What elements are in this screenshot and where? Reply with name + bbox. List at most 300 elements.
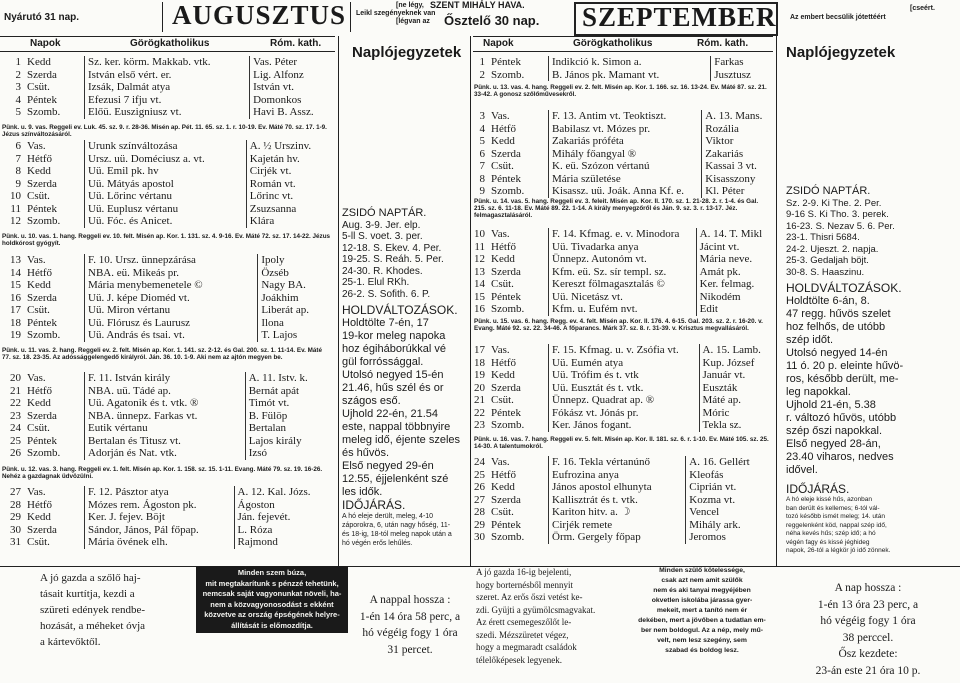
- day-name: Szerda: [488, 494, 549, 507]
- header-napok: Napok: [30, 38, 61, 49]
- day-name: Péntek: [488, 519, 549, 532]
- day-name: Hétfő: [24, 153, 85, 166]
- day-number: 14: [10, 266, 21, 279]
- roman-catholic-feast: Domonkos: [253, 93, 302, 106]
- greek-catholic-feast: Eutik vértanu: [85, 422, 246, 435]
- header-gk: Görögkatholikus: [573, 38, 653, 49]
- roman-catholic-feast: István vt.: [253, 81, 295, 93]
- roman-catholic-feast: Kisasszony: [705, 172, 756, 185]
- day-row: [464, 382, 772, 395]
- day-number: 22: [474, 406, 485, 419]
- day-number: 30: [474, 531, 485, 543]
- day-row: [0, 178, 335, 191]
- greek-catholic-feast: Sándor, János, Pál főpap.: [85, 524, 235, 537]
- day-name: Csüt.: [24, 422, 85, 435]
- moon-line: és hűvös.: [342, 447, 390, 459]
- day-number: 11: [474, 240, 485, 253]
- roman-catholic-feast: Ján. fejevét.: [237, 511, 291, 523]
- day-number: 5: [15, 106, 21, 118]
- day-number: 9: [479, 185, 485, 197]
- roman-catholic-feast: B. Fülöp: [248, 409, 288, 422]
- greek-catholic-feast: Ker. J. fejev. Böjt: [85, 511, 235, 524]
- greek-catholic-feast: Sz. ker. körm. Makkab. vtk.: [85, 56, 250, 69]
- day-number: 13: [474, 265, 485, 278]
- day-row: [464, 253, 772, 266]
- day-row: [0, 304, 335, 317]
- day-row: [0, 536, 335, 549]
- moon-line: 47 regg. hűvös szelet: [786, 308, 891, 320]
- day-number: 10: [10, 190, 21, 202]
- left-jewish-calendar: [342, 208, 444, 300]
- nota-line: csak azt nem amit szülők: [661, 577, 743, 584]
- calendar-line: 19-25. S. Reáh. 5. Per.: [342, 254, 444, 265]
- moon-line: les idők.: [342, 486, 383, 498]
- day-name: Kedd: [24, 165, 85, 178]
- day-name: Szerda: [488, 266, 549, 279]
- greek-catholic-feast: Uü. Miron vértanu: [85, 304, 258, 317]
- motto-line: Az embert becsülik jótettéért: [790, 14, 886, 21]
- day-number: 8: [479, 172, 485, 185]
- nota-line: Minden szülő kötelessége,: [659, 567, 745, 574]
- day-row: [464, 407, 772, 420]
- day-row: [0, 292, 335, 305]
- moon-line: Holdtölte 7-én, 17: [342, 317, 429, 329]
- roman-catholic-feast: Január vt.: [702, 369, 746, 381]
- greek-catholic-feast: Kallisztrát és t. vtk.: [549, 494, 686, 507]
- right-week-4: [464, 344, 772, 432]
- left-weather: [342, 498, 452, 548]
- nota-line: nem a közvagyonosodást s ekként: [210, 599, 334, 609]
- day-name: Vas.: [24, 254, 85, 267]
- roman-catholic-feast: Viktor: [705, 135, 734, 147]
- roman-catholic-feast: Havi B. Assz.: [253, 106, 314, 118]
- day-number: 24: [10, 422, 21, 434]
- day-row: [0, 94, 335, 107]
- greek-catholic-feast: Uü. Eumén atya: [549, 357, 700, 370]
- calendar-line: Aug. 3-9. Jer. elp.: [342, 219, 421, 231]
- greek-catholic-feast: F. 12. Pásztor atya: [85, 486, 235, 499]
- day-row: [0, 486, 335, 499]
- greek-catholic-feast: NBA. eü. Mikeás pr.: [85, 267, 258, 280]
- day-number: 4: [479, 122, 485, 135]
- day-row: [0, 69, 335, 82]
- daylength-line: 23-án este 21 óra 10 p.: [815, 664, 921, 677]
- nota-line: mekeit, mert a tanító nem ér: [656, 607, 748, 614]
- day-row: [464, 185, 772, 198]
- daylength-line: 1-én 14 óra 58 perc, a: [359, 610, 461, 623]
- day-row: [464, 494, 772, 507]
- weather-line: végén fagy és kissé jéghideg: [786, 538, 870, 546]
- day-number: 1: [15, 56, 21, 68]
- calendar-line: 24-2. Ujeszt. 2. napja.: [786, 243, 879, 255]
- nota-line: dekében, mert a jövőben a tudatlan em-: [638, 617, 766, 624]
- day-name: Csüt.: [488, 160, 549, 173]
- day-row: [0, 372, 335, 385]
- moon-line: 21.46, hűs szél és or: [342, 382, 444, 394]
- note-line: szeret. Az erős őszi vetést ke-: [476, 592, 583, 602]
- greek-catholic-feast: F. 16. Tekla vértanúnő: [549, 456, 686, 469]
- greek-catholic-feast: Fókász vt. Jónás pr.: [549, 407, 700, 420]
- header-napok: Napok: [483, 38, 514, 49]
- day-row: [0, 279, 335, 292]
- day-number: 4: [15, 93, 21, 106]
- greek-catholic-feast: Kfm. eü. Sz. sír templ. sz.: [549, 266, 697, 279]
- roman-catholic-feast: Vencel: [689, 506, 720, 518]
- left-notes-divider: [338, 36, 339, 566]
- day-name: Szerda: [24, 410, 85, 423]
- day-name: Kedd: [24, 56, 85, 69]
- left-sunday-reading-3: Pünk. u. 11. vas. 2. hang. Reggeli ev. 2. felt. Misén ap. Kor. 1. 141. sz. 2-12. és Gal. 200. sz. 1. 11-14. Ev. Máté 77. sz. 18. 23-35. Az adóssággelengedő királyról. Ján. 36. 10. 1-9. Aki nem az ajtón megyen be.: [2, 347, 323, 361]
- day-number: 18: [10, 316, 21, 329]
- roman-catholic-feast: Klára: [249, 215, 275, 227]
- left-week-2: [0, 140, 335, 228]
- right-sunday-reading-3: Pünk. u. 15. vas. 6. hang. Regg. ev. 4. felt. Misén ap. Kor. II. 176. 4. 6-15. Gal. 203. sz. 2. r. 16-20. v. Evang. Máté 92. sz. 22. 34-46. A főparancs. Márk 37. sz. 8. r. 31-39. v. Krisztus megvallásáról.: [474, 318, 763, 332]
- roman-catholic-feast: Rozália: [705, 122, 739, 135]
- day-number: 27: [474, 493, 485, 506]
- greek-catholic-feast: Uü. Tivadarka anya: [549, 241, 697, 254]
- day-number: 26: [10, 447, 21, 459]
- day-row: [464, 160, 772, 173]
- right-motto: [790, 4, 935, 22]
- roman-catholic-feast: A. 11. Istv. k.: [248, 372, 308, 384]
- day-row: [464, 228, 772, 241]
- day-number: 17: [10, 304, 21, 316]
- greek-catholic-feast: Kfm. u. Eufém nvt.: [549, 303, 697, 316]
- day-name: Szomb.: [488, 419, 549, 432]
- moon-line: r. változó hűvös, utóbb: [786, 412, 897, 424]
- day-name: Vas.: [24, 372, 85, 385]
- section-title: HOLDVÁLTOZÁSOK.: [342, 303, 458, 317]
- section-title: IDŐJÁRÁS.: [342, 498, 406, 512]
- moon-line: Utolsó negyed 15-én: [342, 369, 444, 381]
- weather-line: záporokra, 6, után nagy hőség, 11-: [342, 522, 451, 529]
- day-number: 15: [10, 279, 21, 291]
- moon-line: este, nappal többnyire: [342, 421, 451, 433]
- greek-catholic-feast: Adorján és Nat. vtk.: [85, 447, 246, 460]
- day-row: [464, 419, 772, 432]
- note-line: A jó gazda 16-ig bejelenti,: [476, 567, 572, 577]
- moon-line: hoz égiháborúkkal vé: [342, 343, 446, 355]
- daylength-line: 38 perccel.: [842, 631, 894, 644]
- nota-line: velt, nem lesz szegény, sem: [657, 637, 747, 644]
- day-number: 7: [15, 152, 21, 165]
- moon-line: Holdtölte 6-án, 8.: [786, 295, 870, 307]
- calendar-line: 25-1. Elul RKh.: [342, 277, 410, 288]
- greek-catholic-feast: Uü. Fóc. és Anicet.: [85, 215, 247, 228]
- greek-catholic-feast: Kariton hitv. a. ☽: [549, 506, 686, 519]
- left-week-1: [0, 56, 335, 119]
- day-name: Péntek: [24, 94, 85, 107]
- day-name: Szomb.: [24, 447, 85, 460]
- left-week-5: [0, 486, 335, 549]
- greek-catholic-feast: Ursz. uü. Doméciusz a. vt.: [85, 153, 247, 166]
- roman-catholic-feast: T. Lajos: [261, 329, 298, 341]
- day-name: Vas.: [24, 140, 85, 153]
- day-row: [0, 422, 335, 435]
- day-name: Szomb.: [24, 215, 85, 228]
- day-name: Péntek: [488, 173, 549, 186]
- greek-catholic-feast: Uü. Lőrinc vértanu: [85, 190, 247, 203]
- note-line: tásait kurtítja, kezdi a: [40, 588, 135, 600]
- note-line: hogy borternésből mennyit: [476, 579, 573, 590]
- day-row: [0, 410, 335, 423]
- day-name: Csüt.: [24, 536, 85, 549]
- roman-catholic-feast: Kassai 3 vt.: [705, 160, 757, 172]
- day-row: [464, 266, 772, 279]
- moon-line: gül forróssággal.: [342, 356, 424, 368]
- day-number: 13: [10, 254, 21, 266]
- roman-catholic-feast: Kozma vt.: [689, 493, 736, 506]
- header-rk: Róm. kath.: [697, 38, 749, 49]
- roman-catholic-feast: Ilona: [261, 316, 284, 329]
- day-row: [0, 56, 335, 69]
- day-row: [0, 203, 335, 216]
- left-sunday-reading-1: Pünk. u. 9. vas. Reggeli ev. Luk. 45. sz. 9. r. 28-36. Misén ap. Pét. 11. 65. sz. 1. r. 10-19. Ev. Máté 70. sz. 17. 1-9. Jézus színváltozásáról.: [2, 124, 327, 138]
- weather-line: A hó eleje kissé hűs, azonban: [786, 496, 873, 503]
- moon-line: ros, később derült, me-: [786, 373, 899, 385]
- roman-catholic-feast: Cirjék vt.: [249, 165, 292, 177]
- day-number: 31: [10, 536, 21, 548]
- greek-catholic-feast: János apostol elhunyta: [549, 481, 686, 494]
- day-number: 11: [10, 202, 21, 215]
- day-row: [464, 369, 772, 382]
- day-row: [464, 519, 772, 532]
- day-name: Hétfő: [488, 469, 549, 482]
- day-number: 29: [474, 518, 485, 531]
- day-row: [464, 69, 772, 82]
- day-number: 3: [479, 110, 485, 122]
- day-row: [464, 278, 772, 291]
- greek-catholic-feast: Efezusi 7 ifju vt.: [85, 94, 250, 107]
- day-name: Péntek: [24, 435, 85, 448]
- day-row: [464, 506, 772, 519]
- greek-catholic-feast: F. 14. Kfmag. e. v. Minodora: [549, 228, 697, 241]
- moon-line: Ujhold 21-én, 5.38: [786, 399, 876, 411]
- nota-line: nemcsak saját vagyonunkat növeli, ha-: [202, 589, 342, 598]
- roman-catholic-feast: Euszták: [702, 381, 738, 394]
- daylength-line: hó végéig fogy 1 óra: [362, 627, 458, 639]
- day-row: [0, 165, 335, 178]
- roman-catholic-feast: Kl. Péter: [705, 185, 745, 197]
- day-name: Szerda: [488, 382, 549, 395]
- right-notes-title: Naplójegyzetek: [786, 44, 896, 61]
- left-column-header: [0, 36, 335, 52]
- left-month-title: AUGUSZTUS: [172, 0, 347, 30]
- roman-catholic-feast: Joákhim: [261, 291, 299, 304]
- note-line: A jó gazda a szőlő haj-: [40, 572, 141, 584]
- day-number: 25: [10, 434, 21, 447]
- right-sunday-reading-2: Pünk. u. 14. vas. 5. hang. Reggeli ev. 3. feleit. Misén ap. Kor. II. 170. sz. 1. 21-28. 2. r. 1-4. és Gal. 215. sz. 6. 11-18. Ev. Máté 89. 22. 1-14. A király menyegzőről és Ján. 9. sz. 3. r. 13-17. Jéz. felmagasztalásáról.: [474, 198, 759, 219]
- motto-line: [cseért.: [910, 5, 935, 12]
- day-row: [0, 397, 335, 410]
- roman-catholic-feast: Kajetán hv.: [249, 152, 300, 165]
- day-row: [0, 254, 335, 267]
- moon-line: szép őszi napokkal.: [786, 425, 882, 437]
- roman-catholic-feast: Ciprián vt.: [689, 481, 737, 493]
- day-row: [464, 357, 772, 370]
- moon-line: leg napokkal.: [786, 386, 851, 398]
- greek-catholic-feast: K. eü. Szózon vértanú: [549, 160, 702, 173]
- right-jewish-calendar: [786, 186, 895, 278]
- greek-catholic-feast: Urunk színváltozása: [85, 140, 247, 153]
- moon-line: szép időt.: [786, 334, 834, 346]
- section-title: HOLDVÁLTOZÁSOK.: [786, 281, 902, 295]
- day-number: 16: [474, 303, 485, 315]
- nota-line: okvetlen iskolába járassa gyer-: [651, 597, 753, 604]
- day-name: Hétfő: [24, 267, 85, 280]
- greek-catholic-feast: Uü. Flórusz és Laurusz: [85, 317, 258, 330]
- day-row: [0, 140, 335, 153]
- daylength-line: 1-én 13 óra 23 perc, a: [817, 598, 919, 611]
- day-number: 2: [479, 68, 485, 81]
- right-sunday-reading-1: Pünk. u. 13. vas. 4. hang. Reggeli ev. 2. felt. Misén ap. Kor. 1. 166. sz. 16. 13-24. Ev. Máté 87. sz. 21. 33-42. A gonosz szőlőművesekről.: [474, 84, 767, 98]
- weather-line: néha kevés hűs; szép idő; a hó: [786, 530, 876, 537]
- greek-catholic-feast: Indikció k. Simon a.: [549, 56, 711, 69]
- motto-line: [légvan az: [396, 18, 430, 25]
- day-name: Hétfő: [488, 123, 549, 136]
- greek-catholic-feast: Uü. J. képe Dioméd vt.: [85, 292, 258, 305]
- day-number: 10: [474, 228, 485, 240]
- day-row: [464, 456, 772, 469]
- roman-catholic-feast: Nagy BA.: [261, 279, 306, 291]
- left-sunday-reading-4: Pünk. u. 12. vas. 3. hang. Reggeli ev. 1. felt. Misén ap. Kor. 1. 158. sz. 15. 1-11. Evang. Máté 79. sz. 19. 16-26. Nehéz a gazdagnak üdvözülni.: [2, 466, 323, 480]
- roman-catholic-feast: Kleofás: [689, 468, 724, 481]
- greek-catholic-feast: Mihály főangyal ®: [549, 148, 702, 161]
- day-number: 26: [474, 481, 485, 493]
- day-name: Csüt.: [488, 506, 549, 519]
- day-row: [464, 531, 772, 544]
- roman-catholic-feast: A. 16. Gellért: [689, 456, 750, 468]
- right-week-1: [464, 56, 772, 81]
- day-row: [464, 241, 772, 254]
- weather-line: reggelenként köd, nappal szép idő,: [786, 521, 887, 529]
- day-row: [464, 110, 772, 123]
- roman-catholic-feast: Nikodém: [699, 290, 741, 303]
- day-name: Csüt.: [488, 278, 549, 291]
- roman-catholic-feast: Tekla sz.: [702, 419, 742, 431]
- left-banner-box: [350, 2, 351, 32]
- calendar-line: 30-8. S. Haaszinu.: [786, 266, 865, 278]
- note-line: Az érett csemegeszőlőt le-: [476, 617, 572, 627]
- day-name: Péntek: [24, 317, 85, 330]
- moon-line: 19-kor meleg napoka: [342, 330, 446, 342]
- section-title: ZSIDÓ NAPTÁR.: [786, 185, 871, 197]
- right-week-5: [464, 456, 772, 544]
- day-name: Szomb.: [24, 106, 85, 119]
- day-number: 12: [474, 253, 485, 265]
- day-name: Péntek: [488, 407, 549, 420]
- roman-catholic-feast: Ipoly: [261, 254, 285, 266]
- note-line: a kártevőktől.: [40, 636, 101, 648]
- day-row: [0, 81, 335, 94]
- roman-catholic-feast: Jeromos: [689, 531, 726, 543]
- motto-line: Leikl szegényeknek van: [356, 10, 436, 17]
- day-row: [0, 267, 335, 280]
- day-name: Szerda: [24, 69, 85, 82]
- left-farmer-note: [40, 570, 145, 650]
- greek-catholic-feast: Mária övének elh.: [85, 536, 235, 549]
- day-row: [0, 524, 335, 537]
- day-name: Vas.: [488, 228, 549, 241]
- nota-line: nem és aki tanyai megyéjében: [653, 587, 751, 594]
- day-name: Szomb.: [488, 185, 549, 198]
- roman-catholic-feast: Ágoston: [237, 498, 275, 511]
- day-name: Szomb.: [488, 69, 549, 82]
- day-number: 23: [10, 409, 21, 422]
- left-top-divider: [162, 2, 163, 32]
- greek-catholic-feast: Ker. János fogant.: [549, 419, 700, 432]
- day-number: 3: [15, 81, 21, 93]
- greek-catholic-feast: B. János pk. Mamant vt.: [549, 69, 711, 82]
- day-name: Kedd: [24, 397, 85, 410]
- moon-line: Első negyed 28-án,: [786, 438, 881, 450]
- nota-line: közvetve az ország épségének helyre-: [204, 610, 340, 619]
- nota-line: állítását is előmozdítja.: [231, 620, 313, 630]
- greek-catholic-feast: F. 10. Ursz. ünnepzárása: [85, 254, 258, 267]
- greek-catholic-feast: Uü. Emil pk. hv: [85, 165, 247, 178]
- right-nota-bene: [628, 566, 776, 656]
- roman-catholic-feast: Lig. Alfonz: [253, 68, 304, 81]
- left-week-3: [0, 254, 335, 342]
- day-number: 8: [15, 165, 21, 177]
- day-number: 14: [474, 278, 485, 290]
- day-row: [464, 344, 772, 357]
- greek-catholic-feast: Ünnepz. Autonóm vt.: [549, 253, 697, 266]
- calendar-line: 5-ll S. voet. 3. per.: [342, 231, 423, 242]
- roman-catholic-feast: Lőrinc vt.: [249, 190, 294, 202]
- roman-catholic-feast: Jusztusz: [714, 68, 751, 81]
- day-number: 18: [474, 356, 485, 369]
- day-number: 16: [10, 291, 21, 304]
- greek-catholic-feast: Mária születése: [549, 173, 702, 186]
- day-number: 21: [474, 394, 485, 406]
- day-row: [0, 499, 335, 512]
- day-row: [464, 291, 772, 304]
- day-row: [0, 190, 335, 203]
- roman-catholic-feast: Izsó: [248, 447, 268, 459]
- day-row: [0, 106, 335, 119]
- greek-catholic-feast: F. 15. Kfmag. u. v. Zsófia vt.: [549, 344, 700, 357]
- day-row: [464, 173, 772, 186]
- greek-catholic-feast: Uü. Euplusz vértanu: [85, 203, 247, 216]
- roman-catholic-feast: A. ½ Urszinv.: [249, 140, 312, 152]
- greek-catholic-feast: Kereszt fölmagasztalás ©: [549, 278, 697, 291]
- weather-line: A hó eleje derült, meleg, 4-10: [342, 513, 434, 520]
- header-rk: Róm. kath.: [270, 38, 322, 49]
- day-number: 22: [10, 397, 21, 409]
- note-line: hogy a megmaradt családok: [476, 642, 577, 652]
- day-row: [0, 435, 335, 448]
- note-line: hozását, a méheket óvja: [40, 620, 146, 632]
- roman-catholic-feast: A. 14. T. Mikl: [699, 228, 763, 240]
- day-row: [0, 317, 335, 330]
- moon-line: idővel.: [786, 464, 818, 476]
- greek-catholic-feast: Előü. Euszigniusz vt.: [85, 106, 250, 119]
- day-name: Péntek: [488, 291, 549, 304]
- day-name: Csüt.: [24, 190, 85, 203]
- day-name: Kedd: [488, 253, 549, 266]
- day-name: Hétfő: [24, 385, 85, 398]
- greek-catholic-feast: Bertalan és Titusz vt.: [85, 435, 246, 448]
- roman-catholic-feast: Rajmond: [237, 536, 278, 548]
- moon-line: meleg idő, éjente szeles: [342, 434, 461, 446]
- greek-catholic-feast: Uü. András és tsai. vt.: [85, 329, 258, 342]
- daylength-line: A nappal hossza :: [369, 594, 451, 606]
- day-number: 19: [10, 329, 21, 341]
- calendar-line: 9-16 S. Ki Tho. 3. perek.: [786, 209, 889, 220]
- greek-catholic-feast: Cirjék remete: [549, 519, 686, 532]
- day-name: Kedd: [24, 511, 85, 524]
